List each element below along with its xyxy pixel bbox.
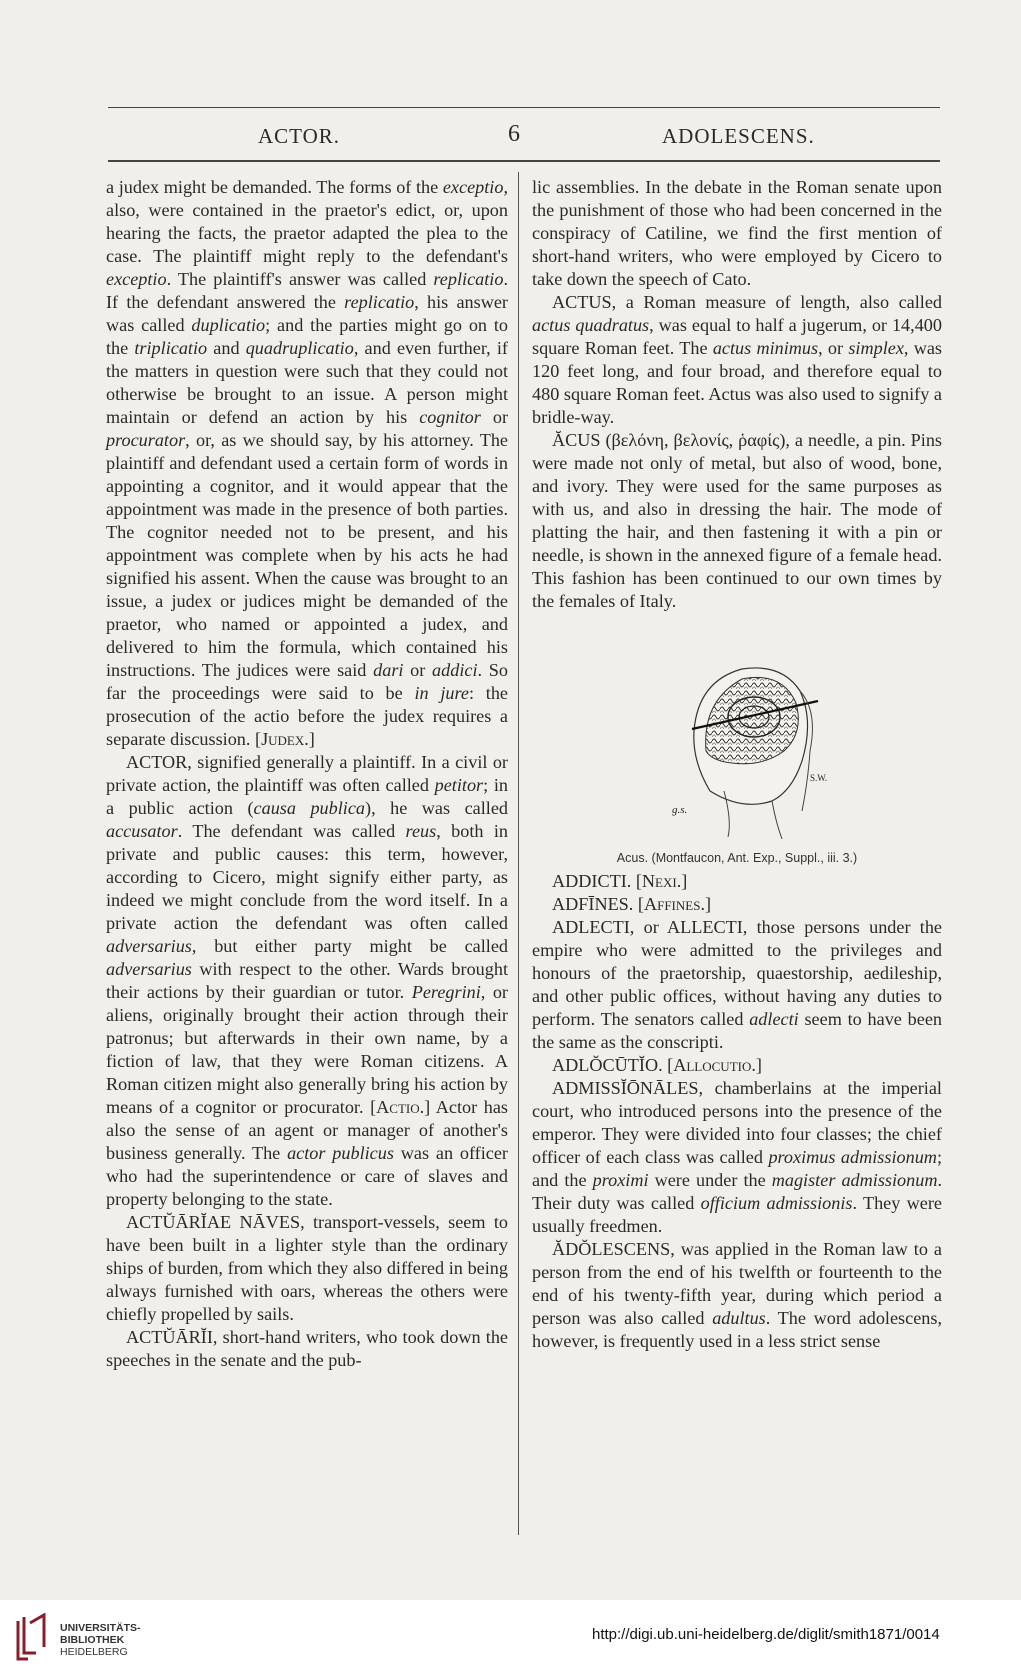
header-rule-top (108, 107, 940, 108)
entry-acus: ĂCUS (βελόνη, βελονίς, ῥαφίς), a needle, a pin. Pins were made not only of metal, but also of wood, bone, and ivory. They were used for the same purposes as with us, and also in dressing the hair. The mode of platting the hair, and then fastening it with a pin or needle, is shown in the annexed figure of a female head. This fashion has been continued to our own times by the females of Italy. (532, 430, 942, 611)
running-head-left: ACTOR. (258, 124, 341, 148)
header-rule-bottom (108, 160, 940, 162)
entry-adfines: ADFĪNES. [Affines.] (552, 894, 712, 914)
acus-figure (532, 641, 942, 841)
entry-adolescens: ĂDŎLESCENS, was applied in the Roman law to a person from the end of his twelfth or fourteenth to the end of his twenty-fifth year, during which period a person was also called adultus. The word adolescens, however, is frequently used in a less strict sense (532, 1239, 942, 1351)
engraver-mark-right: S.W. (810, 773, 828, 783)
entry-adlocutio: ADLŎCŪTĬO. [Allocutio.] (552, 1055, 762, 1075)
right-column (532, 176, 942, 1353)
source-url-link[interactable]: http://digi.ub.uni-heidelberg.de/diglit/smith1871/0014 (592, 1626, 940, 1643)
entry-actuarii-continued: lic assemblies. In the debate in the Roman senate upon the punishment of those who had been concerned in the conspiracy of Catiline, we find the first mention of short-hand writers, who were employed by Cicero to take down the speech of Cato. (532, 177, 942, 289)
entry-actuarii: ACTŬĀRĬI, short-hand writers, who took down the speeches in the senate and the pub- (106, 1327, 508, 1370)
left-column (106, 176, 508, 1372)
library-name: UNIVERSITÄTS- BIBLIOTHEK HEIDELBERG (60, 1622, 141, 1658)
running-head-right: ADOLESCENS. (662, 124, 815, 148)
library-logo-icon (14, 1613, 54, 1663)
entry-actor: ACTOR, signified generally a plaintiff. In a civil or private action, the plaintiff was often called petitor; in a public action (causa publica), he was called accusator. The defendant was called reus, both in private and public causes: this term, however, according to Cicero, might signify either party, as indeed we might conclude from the word itself. In a private action the defendant was often called adversarius, but either party might be called adversarius with respect to the other. Wards brought their actions by their guardian or tutor. Peregrini, or aliens, originally brought their action through their patronus; but afterwards in their own name, by a fiction of law, that they were Roman citizens. A Roman citizen might also generally bring his action by means of a cognitor or procurator. [Actio.] Actor has also the sense of an agent or manager of another's business generally. The actor publicus was an officer who had the superintendence or care of slaves and property belonging to the state. (106, 752, 508, 1209)
female-head-illustration (632, 641, 842, 841)
paragraph-judex-continued: a judex might be demanded. The forms of the exceptio, also, were contained in the praetor's edict, or, upon hearing the facts, the praetor adapted the plea to the case. The plaintiff might reply to the defendant's exceptio. The plaintiff's answer was called replicatio. If the defendant answered the replicatio, his answer was called duplicatio; and the parties might go on to the triplicatio and quadruplicatio, and even further, if the matters in question were such that they could not otherwise be brought to an issue. A person might maintain or defend an action by his cognitor or procurator, or, as we should say, by his attorney. The plaintiff and defendant used a certain form of words in appointing a cognitor, and it would appear that the appointment was made in the presence of both parties. The cognitor needed not to be present, and his appointment was complete when by his acts he had signified his assent. When the cause was brought to an issue, a judex or judices might be demanded of the praetor, who named or appointed a judex, and delivered to him the formula, which contained his instructions. The judices were said dari or addici. So far the proceedings were said to be in jure: the prosecution of the actio before the judex requires a separate discussion. [Judex.] (106, 177, 508, 749)
entry-addicti: ADDICTI. [Nexi.] (552, 871, 688, 891)
entry-adlecti: ADLECTI, or ALLECTI, those persons under the empire who were admitted to the privileges and honours of the praetorship, quaestorship, aedileship, and other public offices, without having any duties to perform. The senators called adlecti seem to have been the same as the conscripti. (532, 917, 942, 1052)
figure-caption: Acus. (Montfaucon, Ant. Exp., Suppl., iii. 3.) (616, 851, 858, 865)
entry-actuariae-naves: ACTŬĀRĬAE NĀVES, transport-vessels, seem to have been built in a lighter style than the ordinary ships of burden, from which they also differed in being always furnished with oars, whereas the others were chiefly propelled by sails. (106, 1212, 508, 1324)
page-number: 6 (508, 121, 520, 147)
column-divider (518, 172, 519, 1535)
entry-actus: ACTUS, a Roman measure of length, also called actus quadratus, was equal to half a jugerum, or 14,400 square Roman feet. The actus minimus, or simplex, was 120 feet long, and four broad, and therefore equal to 480 square Roman feet. Actus was also used to signify a bridle-way. (532, 292, 942, 427)
entry-admissionales: ADMISSĬŌNĀLES, chamberlains at the imperial court, who introduced persons into the presence of the emperor. They were divided into four classes; the chief officer of each class was called proximus admissionum; and the proximi were under the magister admissionum. Their duty was called officium admissionis. They were usually freedmen. (532, 1078, 942, 1236)
engraver-mark-left: g.s. (672, 804, 688, 816)
